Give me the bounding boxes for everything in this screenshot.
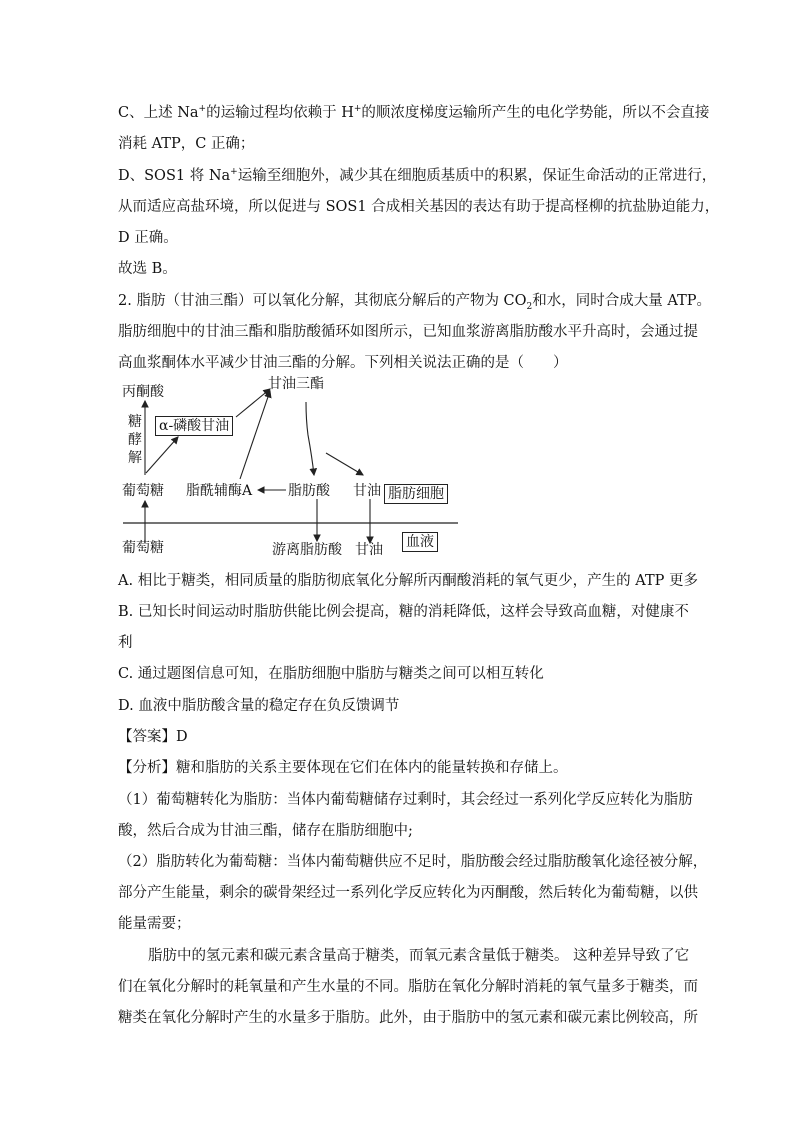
fat-metabolism-diagram xyxy=(118,375,463,565)
option-b-continued: 利 xyxy=(118,635,133,651)
analysis-p2: （2）脂肪转化为葡萄糖：当体内葡萄糖供应不足时，脂肪酸会经过脂肪酸氧化途径被分解， xyxy=(118,854,708,870)
text-segment: D、SOS1 将 Na xyxy=(118,168,231,184)
fat-cell-box: 脂肪细胞 xyxy=(384,484,448,504)
analysis-p1: （1）葡萄糖转化为脂肪：当体内葡萄糖储存过剩时，其会经过一系列化学反应转化为脂肪 xyxy=(118,792,693,808)
glycolysis-char: 解 xyxy=(128,450,142,466)
analysis-intro: 【分析】糖和脂肪的关系主要体现在它们在体内的能量转换和存储上。 xyxy=(118,760,568,776)
blood-box: 血液 xyxy=(402,532,438,552)
text-line: 故选 B。 xyxy=(118,261,177,277)
analysis-p3: 脂肪中的氢元素和碳元素含量高于糖类，而氧元素含量低于糖类。 这种差异导致了它 xyxy=(148,948,690,964)
glycolysis-char: 酵 xyxy=(128,432,142,448)
triglyceride-label: 甘油三酯 xyxy=(268,376,324,392)
analysis-p2-cont: 能量需要； xyxy=(118,916,191,932)
analysis-p3-cont: 糖类在氧化分解时产生的水量多于脂肪。此外，由于脂肪中的氢元素和碳元素比例较高，所 xyxy=(118,1010,698,1026)
option-b: B. 已知长时间运动时脂肪供能比例会提高，糖的消耗降低，这样会导致高血糖，对健康不 xyxy=(118,604,689,620)
pyruvate-label: 丙酮酸 xyxy=(122,384,164,400)
analysis-p1-cont: 酸，然后合成为甘油三酯，储存在脂肪细胞中; xyxy=(118,823,413,839)
fatty-acid-label: 脂肪酸 xyxy=(288,483,330,499)
text-line-c-explanation xyxy=(118,103,709,123)
superscript: + xyxy=(230,167,238,178)
text-segment: C、上述 Na xyxy=(118,105,199,121)
question-2-stem xyxy=(118,291,711,311)
text-line: 从而适应高盐环境，所以促进与 SOS1 合成相关基因的表达有助于提高柽柳的抗盐胁迫能力， xyxy=(118,199,720,215)
free-fatty-acid-label: 游离脂肪酸 xyxy=(272,542,342,558)
acyl-coa-label: 脂酰辅酶A xyxy=(186,483,253,499)
text-line: 脂肪细胞中的甘油三酯和脂肪酸循环如图所示，已知血浆游离脂肪酸水平升高时，会通过提 xyxy=(118,324,698,340)
text-segment: 和水，同时合成大量 ATP。 xyxy=(532,293,711,309)
text-line: D 正确。 xyxy=(118,230,178,246)
option-c: C. 通过题图信息可知，在脂肪细胞中脂肪与糖类之间可以相互转化 xyxy=(118,666,544,682)
text-segment: 2. 脂肪（甘油三酯）可以氧化分解，其彻底分解后的产物为 CO xyxy=(118,293,527,309)
alpha-glycerol-phosphate-box: α-磷酸甘油 xyxy=(155,416,233,436)
glycerol-cell-label: 甘油 xyxy=(353,483,381,499)
glycolysis-char: 糖 xyxy=(128,414,142,430)
text-segment: 的顺浓度梯度运输所产生的电化学势能，所以不会直接 xyxy=(361,105,710,121)
option-a: A. 相比于糖类，相同质量的脂肪彻底氧化分解所丙酮酸消耗的氧气更少，产生的 ATP 更多 xyxy=(118,573,699,589)
glycerol-blood-label: 甘油 xyxy=(355,542,383,558)
text-segment: 的运输过程均依赖于 H xyxy=(206,105,354,121)
glycolysis-label xyxy=(128,413,144,467)
option-d: D. 血液中脂肪酸含量的稳定存在负反馈调节 xyxy=(118,698,400,714)
superscript: + xyxy=(353,104,362,115)
superscript: + xyxy=(198,104,207,115)
glucose-blood-label: 葡萄糖 xyxy=(122,540,164,556)
analysis-p2-cont: 部分产生能量，剩余的碳骨架经过一系列化学反应转化为丙酮酸，然后转化为葡萄糖，以供 xyxy=(118,885,698,901)
text-segment: 运输至细胞外，减少其在细胞质基质中的积累，保证生命活动的正常进行， xyxy=(237,168,717,184)
glucose-cell-label: 葡萄糖 xyxy=(122,483,164,499)
text-line-d-explanation xyxy=(118,166,716,186)
subscript: 2 xyxy=(526,301,533,312)
text-line: 高血浆酮体水平减少甘油三酯的分解。下列相关说法正确的是（ ） xyxy=(118,355,568,371)
answer-line: 【答案】D xyxy=(118,729,188,745)
analysis-p3-cont: 们在氧化分解时的耗氧量和产生水量的不同。脂肪在氧化分解时消耗的氧气量多于糖类，而 xyxy=(118,979,698,995)
text-line: 消耗 ATP，C 正确； xyxy=(118,136,255,152)
